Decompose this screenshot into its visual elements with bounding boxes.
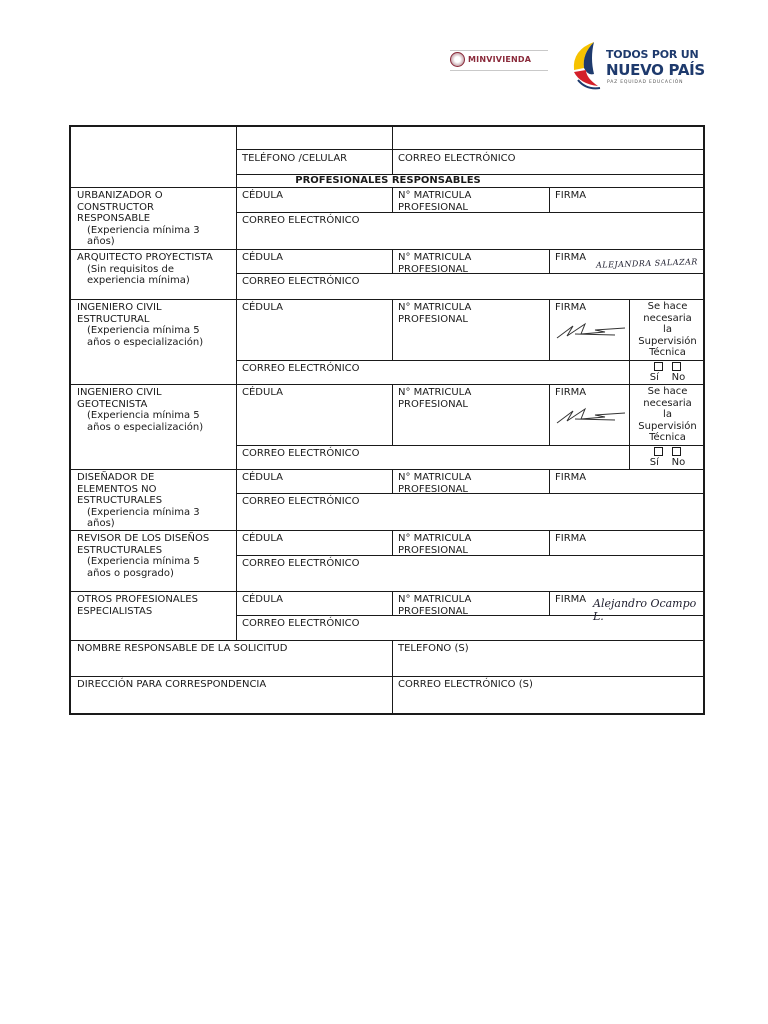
no-checkbox[interactable] (672, 447, 681, 456)
si-label: Sí (649, 371, 659, 383)
correo-label: CORREO ELECTRÓNICO (242, 618, 360, 629)
supervision-line: Se hace (647, 301, 688, 312)
page-header (450, 38, 710, 94)
cedula-label: CÉDULA (242, 533, 283, 544)
role-line: OTROS PROFESIONALES (77, 594, 198, 605)
si-checkbox[interactable] (654, 447, 663, 456)
nombre-responsable-label: NOMBRE RESPONSABLE DE LA SOLICITUD (77, 643, 288, 654)
role-line: DISEÑADOR DE (77, 472, 155, 483)
role-line: ESTRUCTURALES (77, 495, 163, 506)
supervision-line: la (663, 409, 672, 420)
requirement-line: (Experiencia mínima 5 (87, 410, 200, 421)
matricula-line-2: PROFESIONAL (398, 398, 468, 410)
matricula-line-2: PROFESIONAL (398, 605, 468, 615)
cedula-label: CÉDULA (242, 387, 283, 398)
matricula-line-2: PROFESIONAL (398, 313, 468, 325)
ministry-logo-text: MINVIVIENDA (468, 55, 532, 64)
slogan-line-3: PAZ EQUIDAD EDUCACIÓN (607, 80, 684, 85)
correo-label: CORREO ELECTRÓNICO (242, 215, 360, 226)
requirement-line: (Experiencia mínima 3 (87, 506, 200, 518)
requirement-line: años) (87, 518, 115, 529)
cedula-label: CÉDULA (242, 594, 283, 605)
role-disenador (72, 470, 236, 530)
signature-ingeniero-estructural (555, 320, 627, 342)
requirement-line: experiencia mínima) (87, 275, 190, 286)
correos-label: CORREO ELECTRÓNICO (S) (398, 679, 533, 690)
cedula-label: CÉDULA (242, 190, 283, 201)
correo-label: CORREO ELECTRÓNICO (242, 363, 360, 374)
coat-of-arms-icon (450, 52, 465, 67)
matricula-label (393, 470, 549, 493)
requirement-line: (Sin requisitos de (87, 263, 174, 275)
cedula-label: CÉDULA (242, 252, 283, 263)
no-label: No (671, 456, 686, 468)
correo-label: CORREO ELECTRÓNICO (242, 448, 360, 459)
divider (450, 70, 548, 71)
si-checkbox[interactable] (654, 362, 663, 371)
requirement-line: años o posgrado) (87, 567, 174, 579)
correo-label: CORREO ELECTRÓNICO (242, 558, 360, 569)
si-no-options (630, 446, 705, 469)
requirement-line: años o especialización) (87, 421, 204, 433)
no-checkbox[interactable] (672, 362, 681, 371)
role-line: ESTRUCTURAL (77, 313, 150, 325)
firma-label: FIRMA (555, 302, 587, 313)
correo-label: CORREO ELECTRÓNICO (242, 276, 360, 287)
colombia-flag-swoosh-icon (568, 40, 604, 92)
matricula-line-1: N° MATRICULA (398, 472, 472, 483)
role-line: INGENIERO CIVIL (77, 302, 162, 313)
requirement-line: años) (87, 236, 115, 247)
supervision-question (630, 385, 705, 445)
divider (450, 50, 548, 51)
slogan-line-1: TODOS POR UN (606, 48, 699, 61)
signature-otros: Alejandro Ocampo L. (593, 597, 697, 623)
role-line: CONSTRUCTOR (77, 201, 154, 213)
si-no-options (630, 361, 705, 384)
role-line: GEOTECNISTA (77, 398, 148, 410)
signature-arquitecto: ALEJANDRA SALAZAR (595, 257, 699, 270)
matricula-line-1: N° MATRICULA (398, 190, 472, 201)
no-label: No (671, 371, 686, 383)
correo-label: CORREO ELECTRÓNICO (242, 496, 360, 507)
matricula-line-1: N° MATRICULA (398, 252, 472, 263)
firma-label: FIRMA (555, 252, 587, 263)
matricula-label (393, 188, 549, 212)
requirement-line: (Experiencia mínima 5 (87, 325, 200, 336)
matricula-line-2: PROFESIONAL (398, 544, 468, 555)
matricula-label (393, 531, 549, 555)
supervision-line: Supervisión (638, 335, 697, 347)
matricula-label (393, 385, 549, 445)
supervision-line: la (663, 324, 672, 335)
role-line: REVISOR DE LOS DISEÑOS (77, 533, 210, 544)
divider (236, 149, 705, 150)
role-line: RESPONSABLE (77, 213, 151, 224)
firma-label: FIRMA (555, 533, 587, 544)
role-arquitecto (72, 250, 236, 299)
supervision-line: Supervisión (638, 420, 697, 432)
cedula-label: CÉDULA (242, 472, 283, 483)
cedula-label: CÉDULA (242, 302, 283, 313)
role-ingeniero-geotecnista (72, 385, 236, 469)
supervision-line: necesaria (643, 312, 692, 324)
role-ingeniero-estructural (72, 300, 236, 384)
firma-label: FIRMA (555, 387, 587, 398)
firma-label: FIRMA (555, 472, 587, 483)
matricula-line-1: N° MATRICULA (398, 594, 472, 605)
role-line: URBANIZADOR O (77, 190, 163, 201)
matricula-line-1: N° MATRICULA (398, 387, 472, 398)
requirement-line: (Experiencia mínima 5 (87, 556, 200, 567)
role-line: ELEMENTOS NO (77, 483, 157, 495)
matricula-label (393, 300, 549, 360)
matricula-line-2: PROFESIONAL (398, 263, 468, 273)
supervision-line: Técnica (649, 347, 686, 358)
requirement-line: años o especialización) (87, 336, 204, 348)
role-line: ARQUITECTO PROYECTISTA (77, 252, 213, 263)
firma-label: FIRMA (555, 190, 587, 201)
si-label: Sí (649, 456, 659, 468)
matricula-line-1: N° MATRICULA (398, 533, 472, 544)
supervision-line: Técnica (649, 432, 686, 443)
role-urbanizador (72, 188, 236, 249)
correo-electronico-label: CORREO ELECTRÓNICO (398, 153, 516, 164)
direccion-label: DIRECCIÓN PARA CORRESPONDENCIA (77, 679, 267, 690)
matricula-line-2: PROFESIONAL (398, 201, 468, 212)
todos-por-un-nuevo-pais-logo (568, 38, 710, 94)
telefono-celular-label: TELÉFONO /CELULAR (242, 153, 348, 164)
slogan-line-2: NUEVO PAÍS (606, 61, 705, 79)
role-otros-profesionales (72, 592, 236, 640)
role-line: INGENIERO CIVIL (77, 387, 162, 398)
matricula-label (393, 250, 549, 273)
section-title: PROFESIONALES RESPONSABLES (295, 175, 481, 186)
matricula-label (393, 592, 549, 615)
supervision-line: Se hace (647, 386, 688, 397)
requirement-line: (Experiencia mínima 3 (87, 224, 200, 236)
firma-label: FIRMA (555, 594, 587, 605)
professionals-form-table (69, 125, 705, 715)
signature-ingeniero-geotecnista (555, 405, 627, 427)
matricula-line-1: N° MATRICULA (398, 302, 472, 313)
role-revisor (72, 531, 236, 591)
telefonos-label: TELEFONO (S) (398, 643, 469, 654)
role-line: ESPECIALISTAS (77, 605, 153, 617)
role-line: ESTRUCTURALES (77, 544, 163, 556)
supervision-line: necesaria (643, 397, 692, 409)
minvivienda-logo (450, 52, 531, 67)
supervision-question (630, 300, 705, 360)
matricula-line-2: PROFESIONAL (398, 483, 468, 493)
